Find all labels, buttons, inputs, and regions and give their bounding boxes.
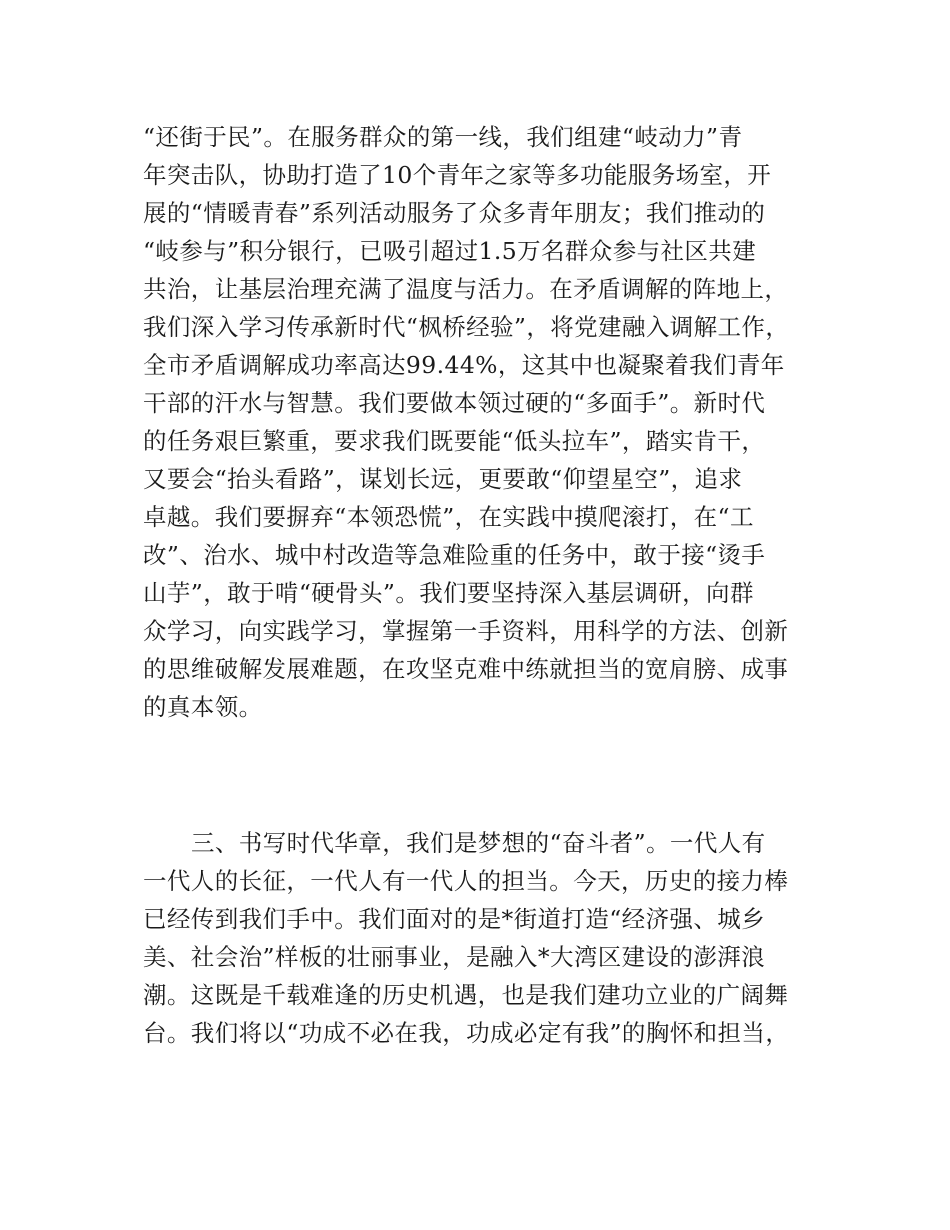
text-line: 我们深入学习传承新时代“枫桥经验”，将党建融入调解工作， xyxy=(143,313,790,341)
text-line: 三、书写时代华章，我们是梦想的“奋斗者”。一代人有 xyxy=(191,829,766,857)
text-line: 改”、治水、城中村改造等急难险重的任务中，敢于接“烫手 xyxy=(143,541,766,569)
text-line: 共治，让基层治理充满了温度与活力。在矛盾调解的阵地上， xyxy=(143,275,789,303)
text-line: 众学习，向实践学习，掌握第一手资料，用科学的方法、创新 xyxy=(143,617,789,645)
paragraph xyxy=(143,118,833,726)
text-line: 卓越。我们要摒弃“本领恐慌”，在实践中摸爬滚打，在“工 xyxy=(143,503,754,531)
text-line: “还街于民”。在服务群众的第一线，我们组建“岐动力”青 xyxy=(143,123,743,151)
text-line: 的真本领。 xyxy=(143,693,263,721)
text-line: 一代人的长征，一代人有一代人的担当。今天，历史的接力棒 xyxy=(143,867,789,895)
text-line: 展的“情暖青春”系列活动服务了众多青年朋友；我们推动的 xyxy=(143,199,766,227)
text-line: 已经传到我们手中。我们面对的是*街道打造“经济强、城乡 xyxy=(143,905,766,933)
text-line: “岐参与”积分银行，已吸引超过1.5万名群众参与社区共建 xyxy=(143,237,757,265)
text-line: 美、社会治”样板的壮丽事业，是融入*大湾区建设的澎湃浪 xyxy=(143,943,766,971)
text-line: 的思维破解发展难题，在攻坚克难中练就担当的宽肩膀、成事 xyxy=(143,655,789,683)
paragraph xyxy=(143,824,833,1052)
text-line: 干部的汗水与智慧。我们要做本领过硬的“多面手”。新时代 xyxy=(143,389,766,417)
text-line: 台。我们将以“功成不必在我，功成必定有我”的胸怀和担当， xyxy=(143,1019,790,1047)
text-line: 山芋”，敢于啃“硬骨头”。我们要坚持深入基层调研，向群 xyxy=(143,579,754,607)
text-line: 年突击队，协助打造了10个青年之家等多功能服务场室，开 xyxy=(143,161,772,189)
text-line: 的任务艰巨繁重，要求我们既要能“低头拉车”，踏实肯干， xyxy=(143,427,766,455)
text-line: 潮。这既是千载难逢的历史机遇，也是我们建功立业的广阔舞 xyxy=(143,981,789,1009)
text-line: 全市矛盾调解成功率高达99.44%，这其中也凝聚着我们青年 xyxy=(143,351,785,379)
text-line: 又要会“抬头看路”，谋划长远，更要敢“仰望星空”，追求 xyxy=(143,465,743,493)
